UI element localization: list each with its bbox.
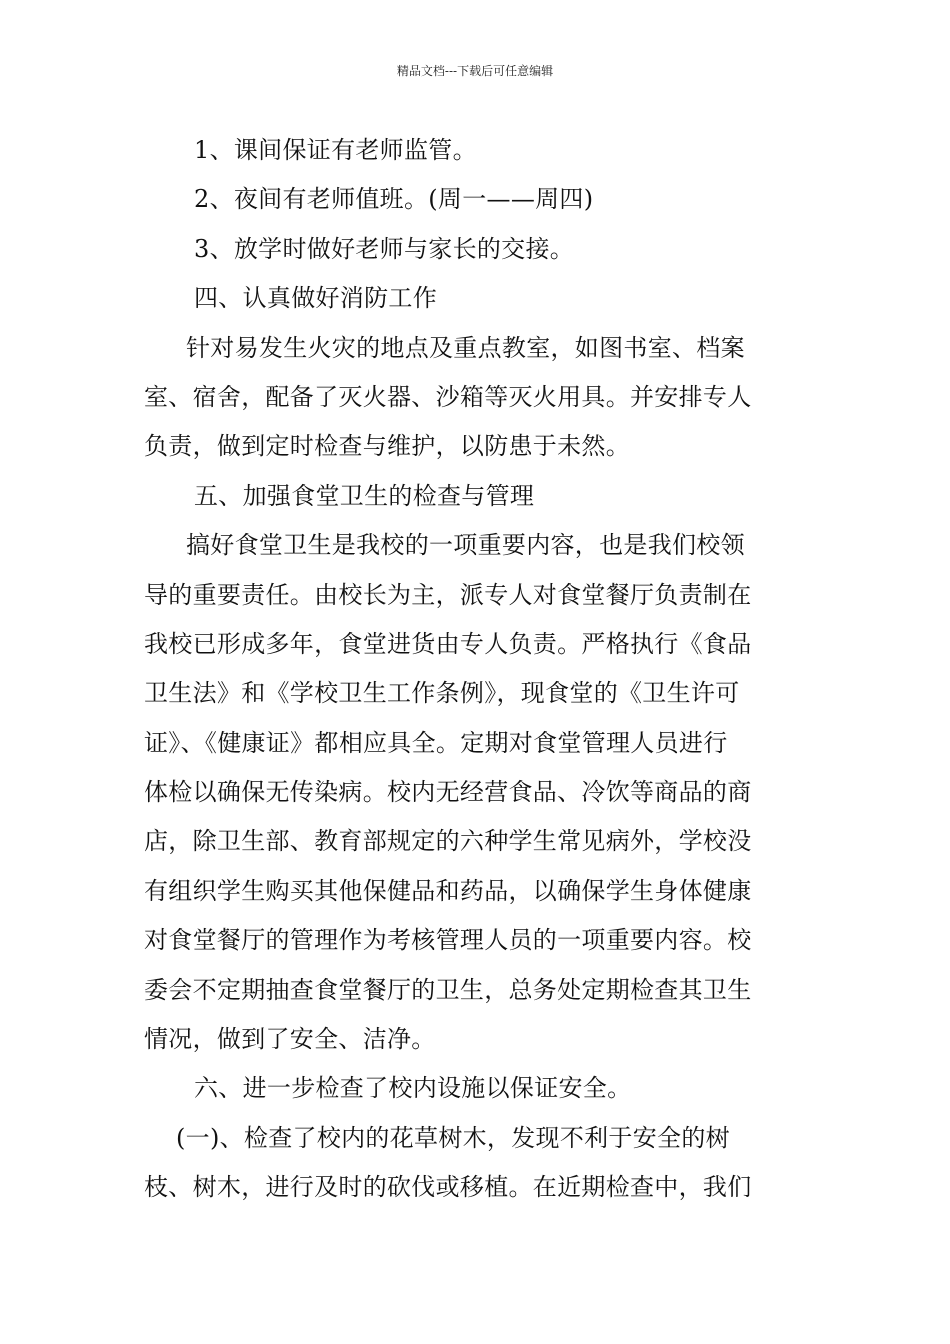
paragraph-line: 对食堂餐厅的管理作为考核管理人员的一项重要内容。校	[144, 926, 752, 955]
document-body	[144, 126, 808, 1213]
paragraph-line: 导的重要责任。由校长为主，派专人对食堂餐厅负责制在	[144, 580, 752, 609]
list-item-1: 1、课间保证有老师监管。	[194, 136, 477, 164]
paragraph-line: 证》、《健康证》都相应具全。定期对食堂管理人员进行	[144, 728, 728, 757]
page-header: 精品文档---下载后可任意编辑	[396, 64, 554, 78]
paragraph-line: 我校已形成多年，食堂进货由专人负责。严格执行《食品	[144, 629, 752, 658]
paragraph-line: 情况，做到了安全、洁净。	[144, 1025, 436, 1054]
list-item-2: 2、夜间有老师值班。(周一——周四)	[194, 185, 594, 214]
paragraph-line: 搞好食堂卫生是我校的一项重要内容，也是我们校领	[186, 531, 745, 560]
paragraph-line: 有组织学生购买其他保健品和药品，以确保学生身体健康	[144, 876, 752, 905]
paragraph-line: 卫生法》和《学校卫生工作条例》，现食堂的《卫生许可	[144, 679, 740, 708]
paragraph-line: 枝、树木，进行及时的砍伐或移植。在近期检查中，我们	[144, 1173, 752, 1202]
paragraph-line: 体检以确保无传染病。校内无经营食品、冷饮等商品的商	[144, 778, 752, 807]
section-heading-facilities: 六、进一步检查了校内设施以保证安全。	[194, 1074, 632, 1103]
paragraph-line: 室、宿舍，配备了灭火器、沙箱等灭火用具。并安排专人	[144, 382, 752, 411]
paragraph-line: 负责，做到定时检查与维护，以防患于未然。	[144, 432, 630, 461]
list-item-3: 3、放学时做好老师与家长的交接。	[194, 234, 575, 263]
section-heading-fire-safety: 四、认真做好消防工作	[194, 284, 437, 313]
paragraph-line: 委会不定期抽查食堂餐厅的卫生，总务处定期检查其卫生	[144, 975, 752, 1004]
paragraph-line: 店，除卫生部、教育部规定的六种学生常见病外，学校没	[144, 827, 752, 856]
paragraph-line: (一)、检查了校内的花草树木，发现不利于安全的树	[176, 1123, 730, 1152]
paragraph-line: 针对易发生火灾的地点及重点教室，如图书室、档案	[186, 333, 745, 362]
section-heading-canteen: 五、加强食堂卫生的检查与管理	[194, 481, 535, 510]
